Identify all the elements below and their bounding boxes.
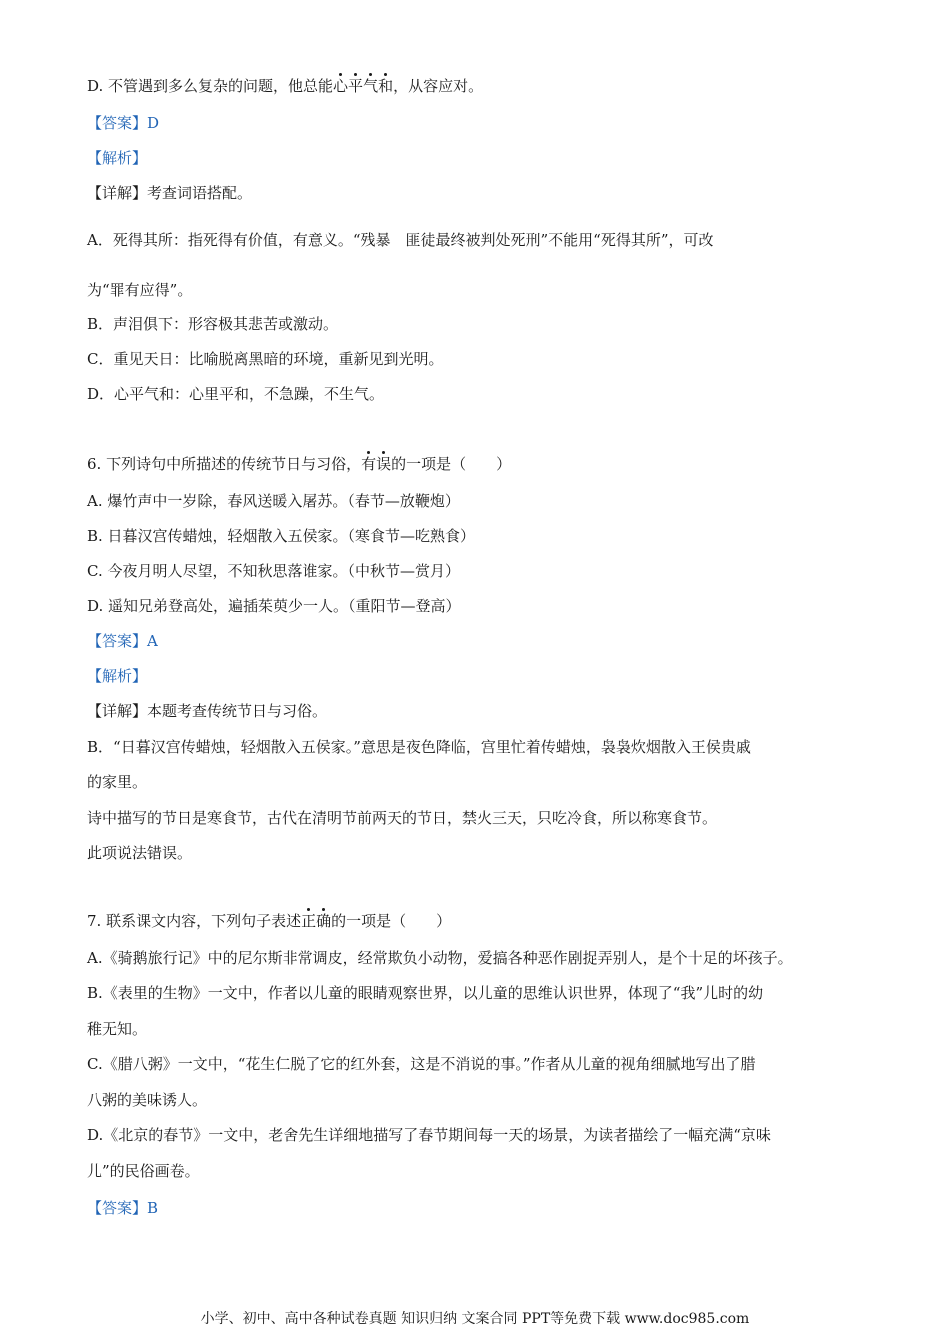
detail-tag: 【详解】 <box>87 184 148 202</box>
q6-option: B. 日暮汉宫传蜡烛，轻烟散入五侯家。（寒食节—吃熟食） <box>87 527 476 545</box>
q7-stem: 7. 联系课文内容，下列句子表述正确的一项是（ ） <box>87 912 452 930</box>
q5-explanation-line: B．声泪俱下：形容极其悲苦或激动。 <box>87 315 339 333</box>
emphasis-char: 气 <box>363 77 379 95</box>
q5-explanation-line: A．死得其所：指死得有价值，有意义。“残暴 匪徒最终被判处死刑”不能用“死得其所”，可改 <box>87 231 714 249</box>
q7-option: B.《表里的生物》一文中，作者以儿童的眼睛观察世界，以儿童的思维认识世界，体现了“我”儿时的幼 <box>87 984 764 1002</box>
q6-explanation-line: 此项说法错误。 <box>87 844 193 862</box>
emphasis-char: 误 <box>376 455 392 473</box>
emphasis-char: 确 <box>316 912 332 930</box>
q6-explanation-line: 的家里。 <box>87 773 148 791</box>
q6-detail: 【详解】本题考查传统节日与习俗。 <box>87 702 328 720</box>
q7-option: C.《腊八粥》一文中，“花生仁脱了它的红外套，这是不消说的事。”作者从儿童的视角细腻地写出了腊 <box>87 1055 756 1073</box>
q6-answer: 【答案】A <box>87 632 158 650</box>
page-footer: 小学、初中、高中各种试卷真题 知识归纳 文案合同 PPT等免费下载 www.doc985.com <box>200 1311 750 1327</box>
q5-explanation-line: D．心平气和：心里平和，不急躁，不生气。 <box>87 385 385 403</box>
q7-option: 儿”的民俗画卷。 <box>87 1162 200 1180</box>
q7-answer: 【答案】B <box>87 1199 159 1217</box>
q5-detail: 【详解】考查词语搭配。 <box>87 184 253 202</box>
q6-option: A. 爆竹声中一岁除，春风送暖入屠苏。（春节—放鞭炮） <box>87 492 460 510</box>
q6-option: C. 今夜月明人尽望，不知秋思落谁家。（中秋节—赏月） <box>87 562 460 580</box>
emphasis-char: 和 <box>378 77 394 95</box>
q7-option: D.《北京的春节》一文中，老舍先生详细地描写了春节期间每一天的场景，为读者描绘了一幅充满“京味 <box>87 1126 771 1144</box>
q5-option-d: D. 不管遇到多么复杂的问题，他总能心平气和，从容应对。 <box>87 77 484 95</box>
emphasis-char: 平 <box>348 77 364 95</box>
q5-analysis-label: 【解析】 <box>87 149 148 167</box>
emphasis-char: 正 <box>301 912 317 930</box>
q6-analysis-label: 【解析】 <box>87 667 148 685</box>
q7-option: 稚无知。 <box>87 1020 148 1038</box>
q6-explanation-line: 诗中描写的节日是寒食节，古代在清明节前两天的节日，禁火三天，只吃冷食，所以称寒食节。 <box>87 809 718 827</box>
emphasis-char: 心 <box>333 77 349 95</box>
q5-explanation-line: C．重见天日：比喻脱离黑暗的环境，重新见到光明。 <box>87 350 444 368</box>
q6-option: D. 遥知兄弟登高处，遍插茱萸少一人。（重阳节—登高） <box>87 597 461 615</box>
q6-explanation-line: B．“日暮汉宫传蜡烛，轻烟散入五侯家。”意思是夜色降临，宫里忙着传蜡烛，袅袅炊烟散入王侯贵戚 <box>87 738 751 756</box>
q7-option: 八粥的美味诱人。 <box>87 1091 208 1109</box>
q5-explanation-line: 为“罪有应得”。 <box>87 281 193 299</box>
q5-answer: 【答案】D <box>87 114 160 132</box>
q7-option: A.《骑鹅旅行记》中的尼尔斯非常调皮，经常欺负小动物，爱搞各种恶作剧捉弄别人，是个十足的坏孩子。 <box>87 949 793 967</box>
q6-stem: 6. 下列诗句中所描述的传统节日与习俗，有误的一项是（ ） <box>87 455 512 473</box>
emphasis-char: 有 <box>361 455 377 473</box>
detail-tag: 【详解】 <box>87 702 148 720</box>
